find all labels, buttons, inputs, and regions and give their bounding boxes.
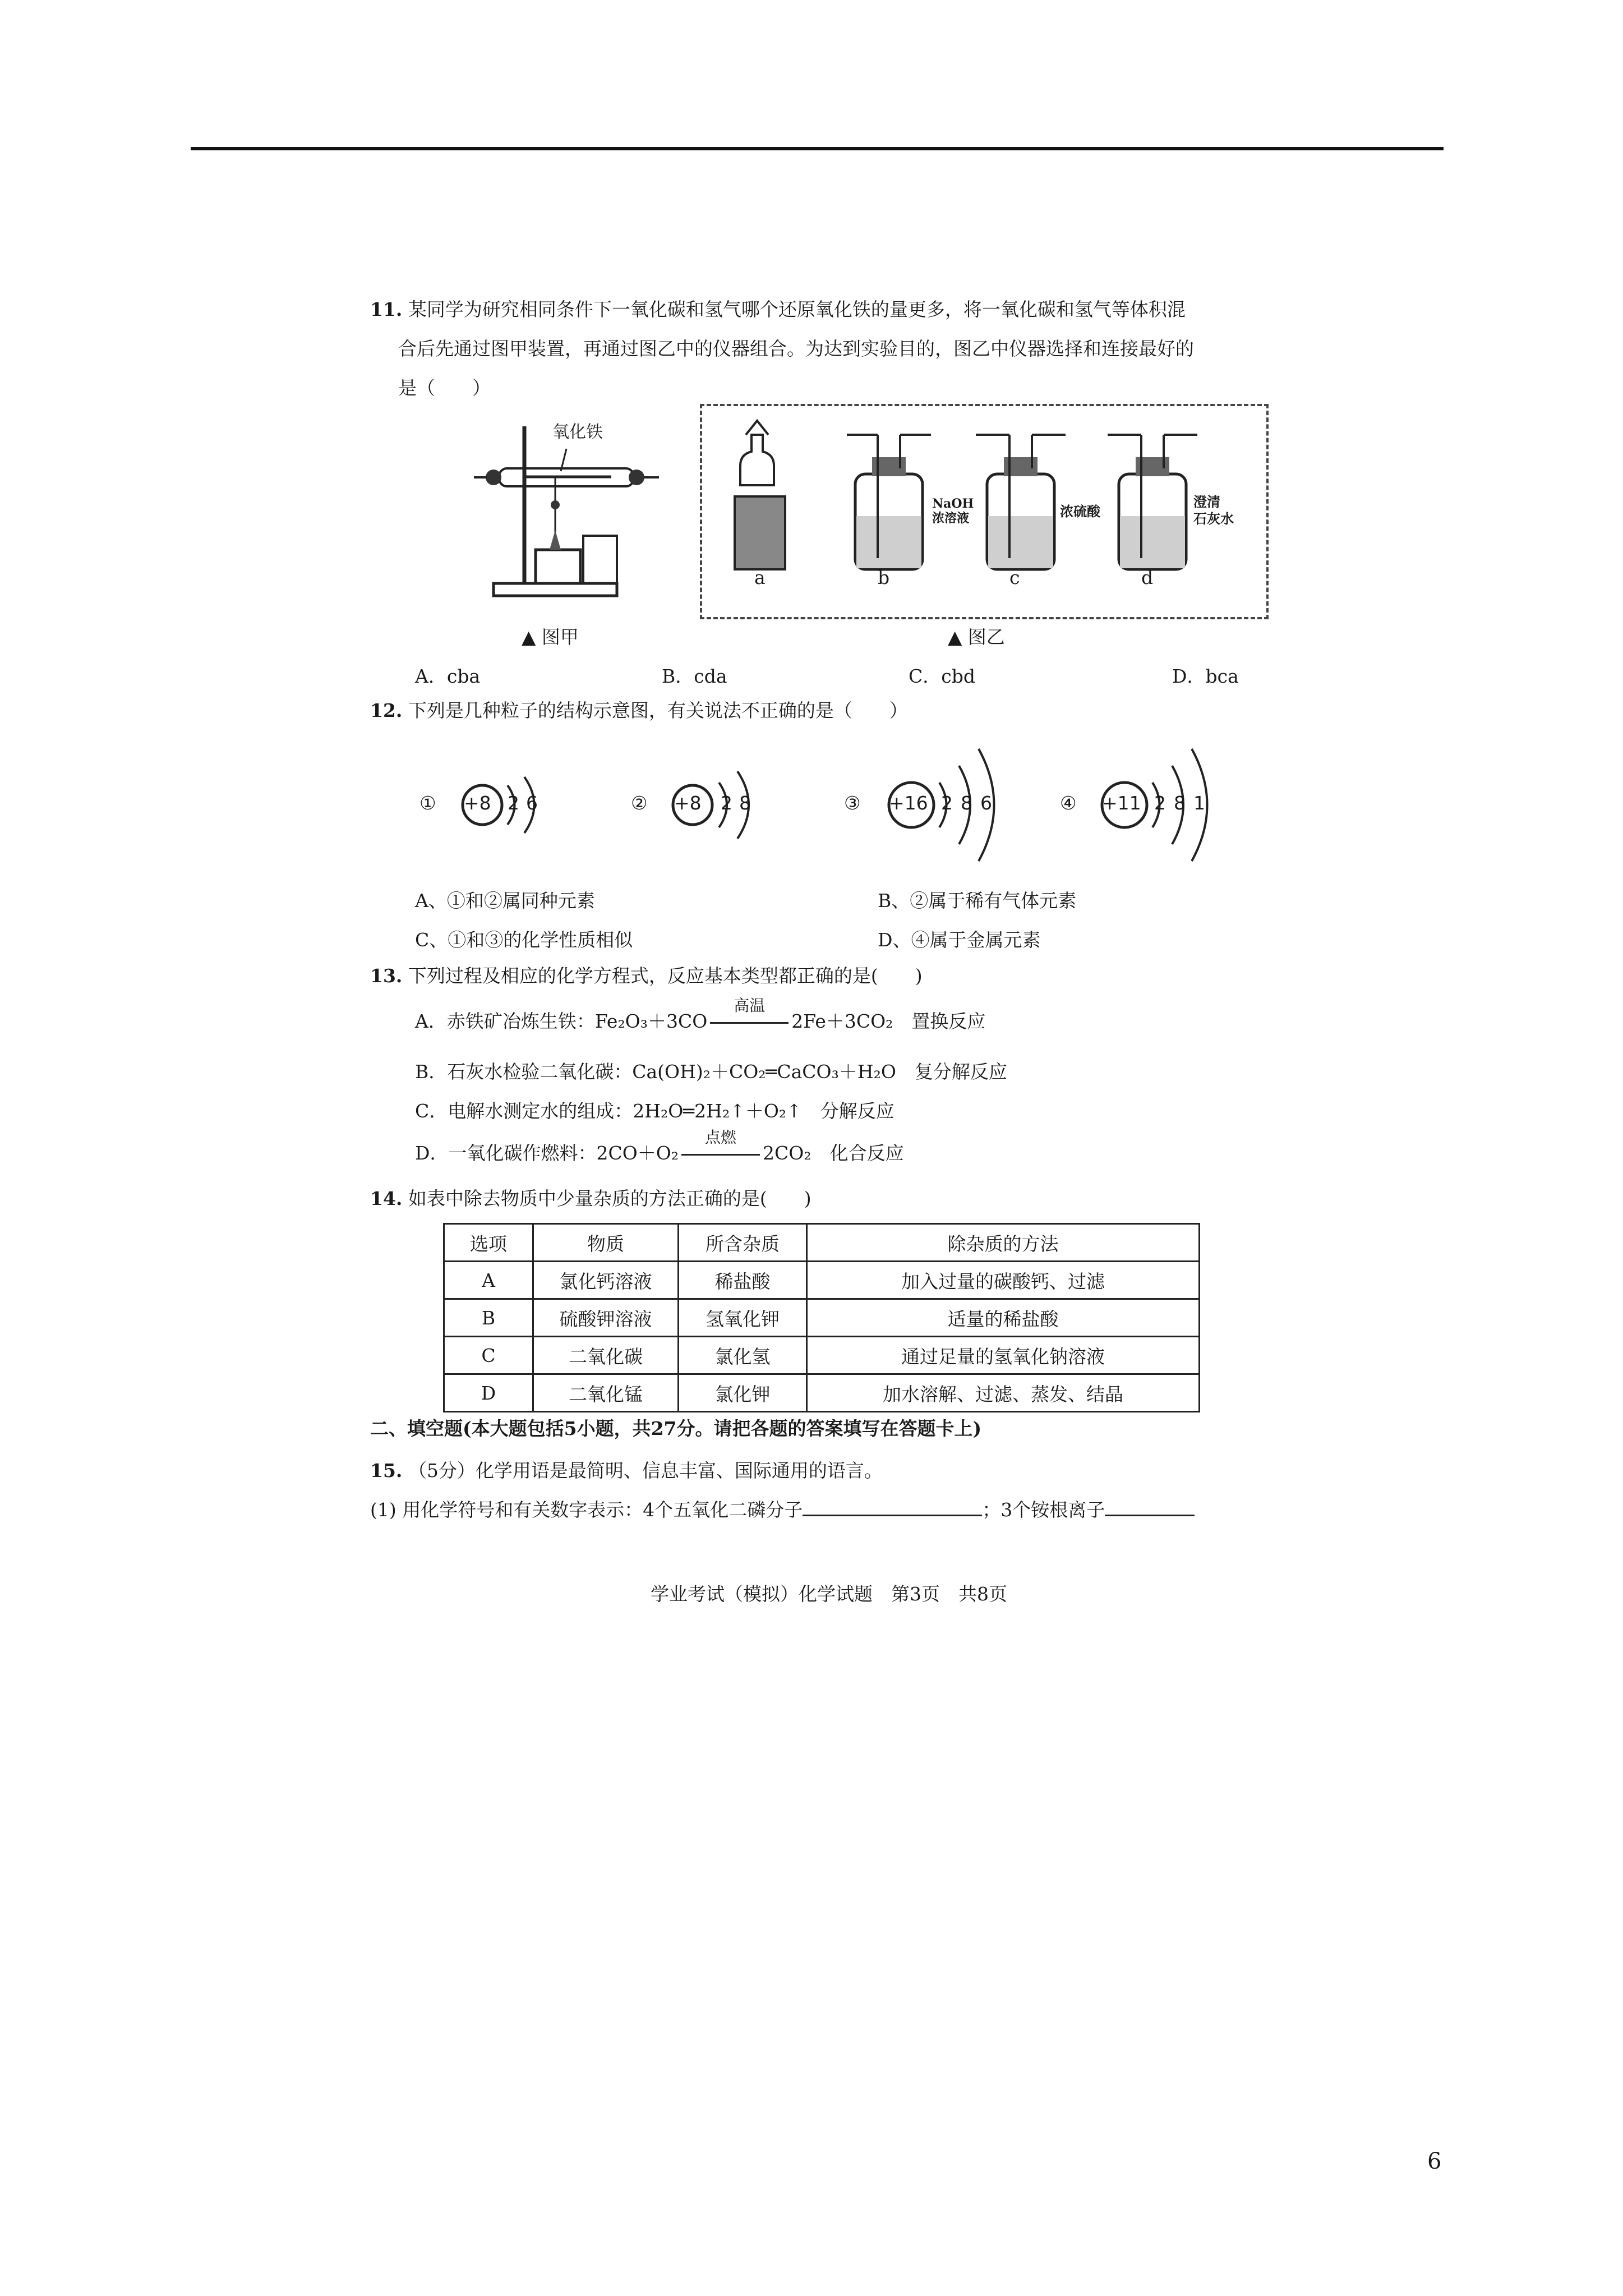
- q11-option-b: B．cda: [662, 665, 727, 687]
- particle-3-nucleus: +16: [889, 792, 928, 814]
- q13-option-a-rhs: 2Fe＋3CO₂ 置换反应: [791, 1010, 986, 1032]
- table-row: [444, 1374, 1200, 1412]
- impurity-table: [443, 1223, 1200, 1412]
- table-header-row: [444, 1224, 1200, 1262]
- q11-option-d: D．bca: [1172, 665, 1239, 687]
- table-cell: 加水溶解、过滤、蒸发、结晶: [807, 1374, 1200, 1412]
- q13-option-d: [415, 1128, 904, 1165]
- q12-number: 12.: [370, 700, 403, 721]
- particle-3-index: ③: [844, 792, 861, 814]
- q12-option-d: D、④属于金属元素: [878, 929, 1041, 951]
- table-cell: 氢氧化钾: [679, 1299, 807, 1337]
- table-row: [444, 1299, 1200, 1337]
- table-cell: 氯化钾: [679, 1374, 807, 1412]
- table-cell: 适量的稀盐酸: [807, 1299, 1200, 1337]
- q13-option-d-arrow: [679, 1128, 763, 1164]
- fig-jia-label: 氧化铁: [552, 422, 603, 442]
- table-header-cell: 除杂质的方法: [807, 1224, 1200, 1262]
- apparatus-letter-a: a: [754, 567, 766, 588]
- particle-2-nucleus: +8: [674, 792, 702, 814]
- fig-yi-caption: ▲ 图乙: [948, 626, 1005, 648]
- table-cell: 稀盐酸: [679, 1262, 807, 1299]
- answer-blank-1[interactable]: [803, 1498, 982, 1516]
- particle-4-index: ④: [1060, 792, 1077, 814]
- particle-1-shells: 26: [508, 792, 545, 814]
- section-2-heading: 二、填空题(本大题包括5小题，共27分。请把各题的答案填写在答题卡上): [370, 1418, 982, 1439]
- figure-jia-apparatus: [471, 415, 673, 606]
- page-number: 6: [1427, 2148, 1442, 2174]
- table-header-cell: 物质: [533, 1224, 679, 1262]
- table-cell: 加入过量的碳酸钙、过滤: [807, 1262, 1200, 1299]
- particle-1-nucleus: +8: [464, 792, 491, 814]
- answer-blank-2[interactable]: [1105, 1498, 1195, 1516]
- q14-stem: 如表中除去物质中少量杂质的方法正确的是( ): [408, 1188, 811, 1209]
- q13-number: 13.: [370, 965, 403, 987]
- q11-stem-1: 某同学为研究相同条件下一氧化碳和氢气哪个还原氧化铁的量更多，将一氧化碳和氢气等体积混: [408, 298, 1186, 320]
- table-cell: C: [444, 1337, 533, 1374]
- table-cell: 二氧化碳: [533, 1337, 679, 1374]
- q13-option-c: C．电解水测定水的组成：2H₂O═2H₂↑＋O₂↑ 分解反应: [415, 1100, 895, 1122]
- q12-option-a: A、①和②属同种元素: [415, 890, 595, 912]
- q12-option-b: B、②属于稀有气体元素: [878, 890, 1077, 912]
- q12-line: [370, 698, 908, 723]
- table-cell: 通过足量的氢氧化钠溶液: [807, 1337, 1200, 1374]
- q15-number: 15.: [370, 1460, 403, 1481]
- particle-1-index: ①: [419, 792, 436, 814]
- q13-option-d-lhs: D．一氧化碳作燃料：2CO＋O₂: [415, 1142, 679, 1164]
- q13-option-d-condition: 点燃: [705, 1128, 737, 1147]
- q14-number: 14.: [370, 1188, 403, 1209]
- q13-option-b: B．石灰水检验二氧化碳：Ca(OH)₂＋CO₂═CaCO₃＋H₂O 复分解反应: [415, 1061, 1007, 1083]
- q11-line1: [370, 297, 1186, 322]
- figure-yi-apparatus: [707, 412, 1262, 609]
- q11-line3: 是（ ）: [398, 377, 491, 399]
- q13-option-a-lhs: A．赤铁矿冶炼生铁：Fe₂O₃＋3CO: [415, 1010, 708, 1032]
- table-cell: 硫酸钾溶液: [533, 1299, 679, 1337]
- q13-option-a-arrow: [707, 996, 791, 1032]
- table-row: [444, 1262, 1200, 1299]
- bottle-d-label: 澄清 石灰水: [1193, 494, 1234, 527]
- q15-line: [370, 1458, 883, 1483]
- table-cell: D: [444, 1374, 533, 1412]
- table-cell: A: [444, 1262, 533, 1299]
- q12-option-c: C、①和③的化学性质相似: [415, 929, 633, 951]
- q15-sub1-prompt-b: ；3个铵根离子: [982, 1499, 1105, 1521]
- q11-number: 11.: [370, 298, 403, 320]
- particle-4-nucleus: +11: [1102, 792, 1141, 814]
- particle-2-index: ②: [631, 792, 648, 814]
- table-row: [444, 1337, 1200, 1374]
- q12-stem: 下列是几种粒子的结构示意图，有关说法不正确的是（ ）: [408, 700, 908, 721]
- particle-2-shells: 28: [721, 792, 758, 814]
- bottle-b-label: NaOH 浓溶液: [932, 496, 974, 526]
- q13-option-d-rhs: 2CO₂ 化合反应: [763, 1142, 904, 1164]
- fig-jia-caption: ▲ 图甲: [522, 626, 579, 648]
- q13-line: [370, 964, 923, 988]
- q13-option-a: [415, 996, 986, 1033]
- table-header-cell: 选项: [444, 1224, 533, 1262]
- q15-sub1: [370, 1498, 1195, 1522]
- table-cell: 二氧化锰: [533, 1374, 679, 1412]
- apparatus-letter-c: c: [1009, 567, 1020, 588]
- q11-option-a: A．cba: [415, 665, 481, 687]
- header-rule: [191, 147, 1444, 150]
- table-header-cell: 所含杂质: [679, 1224, 807, 1262]
- q13-stem: 下列过程及相应的化学方程式，反应基本类型都正确的是( ): [408, 965, 923, 987]
- particle-3-shells: 286: [941, 792, 1000, 814]
- table-cell: 氯化钙溶液: [533, 1262, 679, 1299]
- apparatus-letter-b: b: [878, 567, 890, 588]
- q14-line: [370, 1186, 811, 1211]
- bottle-c-label: 浓硫酸: [1060, 503, 1100, 519]
- q13-option-a-condition: 高温: [734, 996, 766, 1015]
- page-footer: 学业考试（模拟）化学试题 第3页 共8页: [651, 1583, 1007, 1605]
- q15-sub1-prompt-a: (1) 用化学符号和有关数字表示：4个五氧化二磷分子: [370, 1499, 803, 1521]
- particle-4-shells: 281: [1154, 792, 1213, 814]
- table-cell: 氯化氢: [679, 1337, 807, 1374]
- q15-stem: （5分）化学用语是最简明、信息丰富、国际通用的语言。: [408, 1460, 883, 1481]
- table-cell: B: [444, 1299, 533, 1337]
- q11-line2: 合后先通过图甲装置，再通过图乙中的仪器组合。为达到实验目的，图乙中仪器选择和连接最好的: [398, 338, 1194, 360]
- q11-option-c: C．cbd: [909, 665, 975, 687]
- apparatus-letter-d: d: [1141, 567, 1154, 588]
